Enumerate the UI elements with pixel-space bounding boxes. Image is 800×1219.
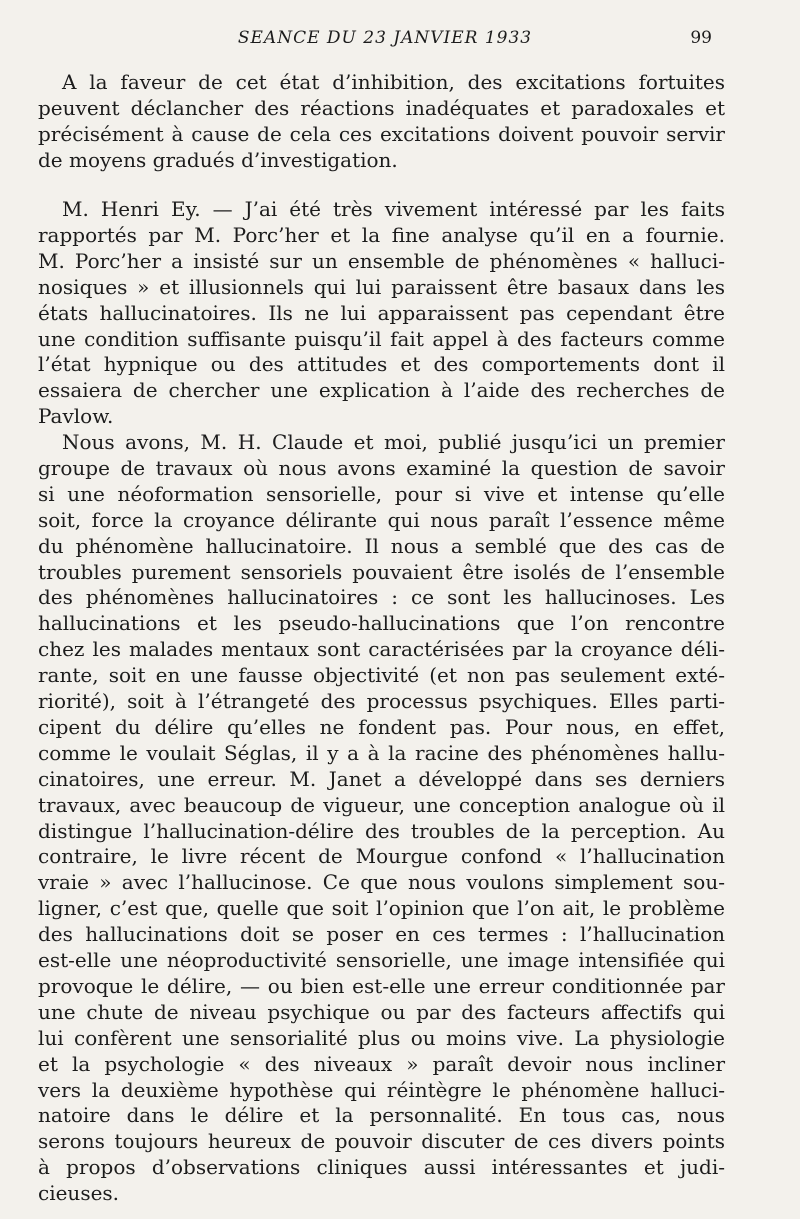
text-line: soit, force la croyance délirante qui nous paraît l’essence même xyxy=(38,507,725,532)
text-line: peuvent déclancher des réactions inadéquates et paradoxales et xyxy=(38,95,725,120)
text-line: nosiques » et illusionnels qui lui paraissent être basaux dans les xyxy=(38,274,725,299)
text-line: du phénomène hallucinatoire. Il nous a semblé que des cas de xyxy=(38,533,725,558)
text-line: vraie » avec l’hallucinose. Ce que nous voulons simplement sou- xyxy=(38,870,725,895)
text-line: serons toujours heureux de pouvoir discuter de ces divers points xyxy=(38,1129,725,1154)
text-line: ligner, c’est que, quelle que soit l’opinion que l’on ait, le problème xyxy=(38,896,725,921)
text-line: provoque le délire, — ou bien est-elle une erreur conditionnée par xyxy=(38,973,725,998)
text-line: rante, soit en une fausse objectivité (et non pas seulement exté- xyxy=(38,663,725,688)
text-line: vers la deuxième hypothèse qui réintègre le phénomène halluci- xyxy=(38,1077,725,1102)
text-line: riorité), soit à l’étrangeté des processus psychiques. Elles parti- xyxy=(38,689,725,713)
text-line: des hallucinations doit se poser en ces termes : l’hallucination xyxy=(38,922,725,947)
text-line: natoire dans le délire et la personnalité. En tous cas, nous xyxy=(38,1103,725,1128)
text-line: chez les malades mentaux sont caractérisées par la croyance déli- xyxy=(38,637,725,662)
text-line: troubles purement sensoriels pouvaient être isolés de l’ensemble xyxy=(38,559,725,584)
text-line: une condition suffisante puisqu’il fait appel à des facteurs comme xyxy=(38,326,725,351)
text-line: rapportés par M. Porc’her et la fine analyse qu’il en a fournie. xyxy=(38,222,725,247)
text-line: de moyens gradués d’investigation. xyxy=(38,147,398,172)
text-line: distingue l’hallucination-délire des troubles de la perception. Au xyxy=(38,818,725,843)
text-line: lui confèrent une sensorialité plus ou moins vive. La physiologie xyxy=(38,1025,725,1050)
text-line: précisément à cause de cela ces excitations doivent pouvoir servir xyxy=(38,121,725,146)
text-line: si une néoformation sensorielle, pour si vive et intense qu’elle xyxy=(38,481,725,506)
text-line: états hallucinatoires. Ils ne lui apparaissent pas cependant être xyxy=(38,300,725,325)
text-line: contraire, le livre récent de Mourgue confond « l’hallucination xyxy=(38,844,725,869)
text-line: et la psychologie « des niveaux » paraît devoir nous incliner xyxy=(38,1051,725,1076)
text-line: Pavlow. xyxy=(38,404,114,429)
text-line: A la faveur de cet état d’inhibition, des excitations fortuites xyxy=(62,70,725,94)
text-line: cinatoires, une erreur. M. Janet a développé dans ses derniers xyxy=(38,766,725,791)
text-line: groupe de travaux où nous avons examiné la question de savoir xyxy=(38,455,725,480)
text-line: essaiera de chercher une explication à l’aide des recherches de xyxy=(38,378,725,403)
text-line: M. Henri Ey. — J’ai été très vivement intéressé par les faits xyxy=(62,197,725,221)
page-number: 99 xyxy=(690,28,712,48)
text-line: comme le voulait Séglas, il y a à la racine des phénomènes hallu- xyxy=(38,740,725,765)
text-line: à propos d’observations cliniques aussi intéressantes et judi- xyxy=(38,1155,725,1180)
text-line: hallucinations et les pseudo-hallucinations que l’on rencontre xyxy=(38,611,725,636)
text-line: M. Porc’her a insisté sur un ensemble de phénomènes « halluci- xyxy=(38,248,725,273)
text-line: des phénomènes hallucinatoires : ce sont les hallucinoses. Les xyxy=(38,585,725,610)
text-line: une chute de niveau psychique ou par des facteurs affectifs qui xyxy=(38,999,725,1024)
text-line: l’état hypnique ou des attitudes et des comportements dont il xyxy=(38,352,725,377)
text-line: Nous avons, M. H. Claude et moi, publié jusqu’ici un premier xyxy=(62,430,725,454)
text-line: travaux, avec beaucoup de vigueur, une conception analogue où il xyxy=(38,792,725,817)
text-line: cieuses. xyxy=(38,1181,120,1206)
text-line: est-elle une néoproductivité sensorielle, une image intensifiée qui xyxy=(38,948,725,972)
text-line: cipent du délire qu’elles ne fondent pas. Pour nous, en effet, xyxy=(38,714,725,739)
running-header: SEANCE DU 23 JANVIER 1933 xyxy=(237,28,533,48)
